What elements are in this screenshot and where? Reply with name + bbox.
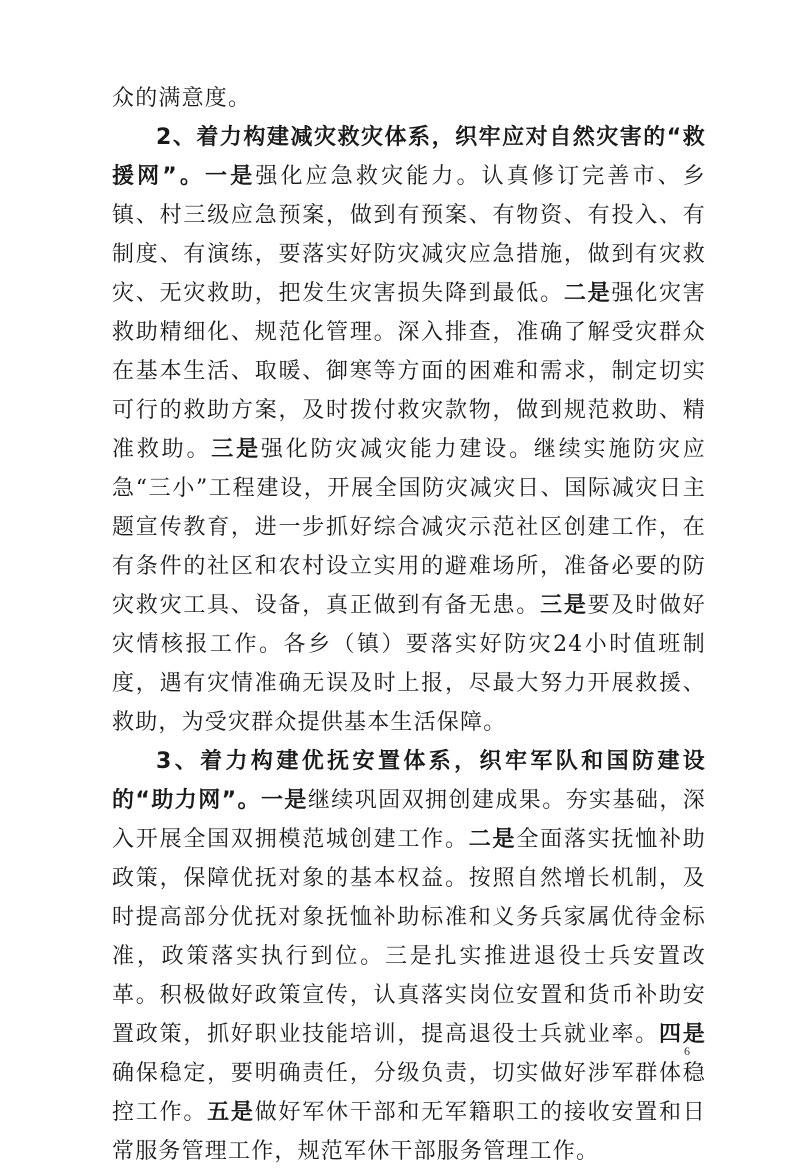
- paragraph-disaster-relief: [112, 118, 706, 742]
- paragraph-text: 众的满意度。: [112, 86, 252, 111]
- paragraph-text: 继续巩固双拥创建成果。夯实基础，深入开展全国双拥模范城创建工作。: [112, 788, 706, 852]
- item-marker: 五是: [207, 1100, 255, 1125]
- paragraph-text: 全面落实抚恤补助政策，保障优抚对象的基本权益。按照自然增长机制，及时提高部分优抚对象抚恤补助标准和义务兵家属优待金标准，政策落实执行到位。三是扎实推进退役士兵安置改革。积极做好政策宣传，认真落实岗位安置和货币补助安置政策，抓好职业技能培训，提高退役士兵就业率。: [112, 827, 706, 1047]
- paragraph-veteran-placement: [112, 742, 706, 1171]
- item-marker: 三是: [211, 437, 261, 462]
- paragraph-continuation: [112, 79, 706, 118]
- item-marker: 二是: [468, 827, 517, 852]
- section-heading: 3、着力构建优抚安置体系，织牢军队和国防建设的“助力网”。: [112, 749, 706, 813]
- item-marker: 二是: [563, 281, 612, 306]
- page-number: 6: [684, 1044, 690, 1058]
- item-marker: 一是: [205, 164, 256, 189]
- document-body: [112, 79, 706, 1171]
- paragraph-text: 强化防灾减灾能力建设。继续实施防灾应急“三小”工程建设，开展全国防灾减灾日、国际减灾日主题宣传教育，进一步抓好综合减灾示范社区创建工作，在有条件的社区和农村设立实用的避难场所，准备必要的防灾救灾工具、设备，真正做到有备无患。: [112, 437, 706, 618]
- section-heading: 2、着力构建减灾救灾体系，织牢应对自然灾害的“救援网”。: [112, 125, 706, 189]
- paragraph-text: 强化应急救灾能力。认真修订完善市、乡镇、村三级应急预案，做到有预案、有物资、有投入、有制度、有演练，要落实好防灾减灾应急措施，做到有灾救灾、无灾救助，把发生灾害损失降到最低。: [112, 164, 706, 306]
- paragraph-text: 做好军休干部和无军籍职工的接收安置和日常服务管理工作，规范军休干部服务管理工作。: [112, 1100, 706, 1164]
- item-marker: 四是: [659, 1022, 706, 1047]
- item-marker: 一是: [260, 788, 308, 813]
- item-marker: 三是: [540, 593, 588, 618]
- paragraph-text: 确保稳定，要明确责任，分级负责，切实做好涉军群体稳控工作。: [112, 1061, 706, 1125]
- paragraph-text: 要及时做好灾情核报工作。各乡（镇）要落实好防灾24小时值班制度，遇有灾情准确无误及时上报，尽最大努力开展救援、救助，为受灾群众提供基本生活保障。: [112, 593, 706, 735]
- paragraph-text: 强化灾害救助精细化、规范化管理。深入排查，准确了解受灾群众在基本生活、取暖、御寒等方面的困难和需求，制定切实可行的救助方案，及时拨付救灾款物，做到规范救助、精准救助。: [112, 281, 706, 462]
